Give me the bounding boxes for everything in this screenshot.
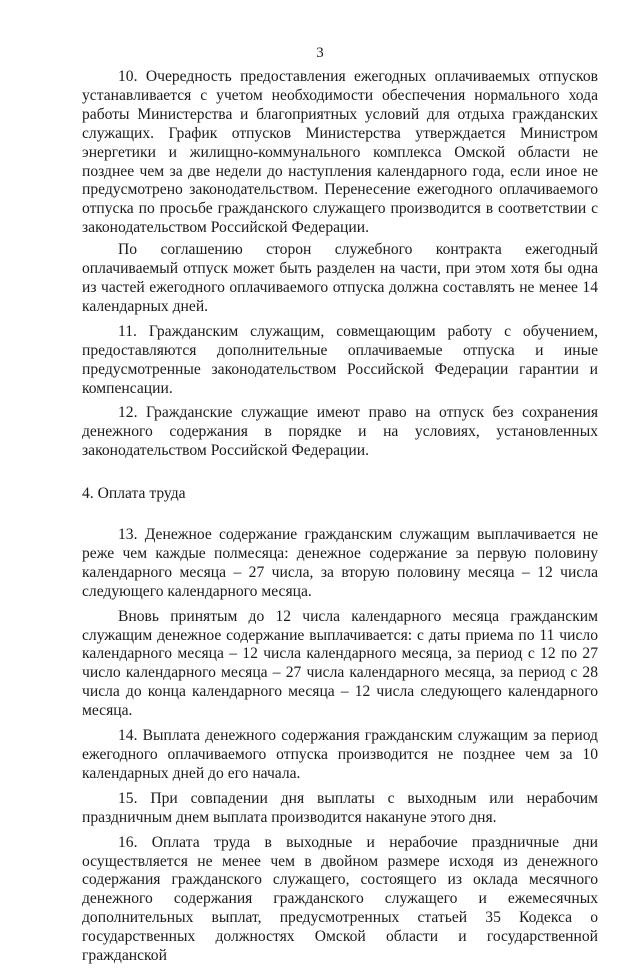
- document-body: [82, 68, 598, 972]
- paragraph-10-continuation: По соглашению сторон служебного контракта ежегодный оплачиваемый отпуск может быть разделен на части, при этом хотя бы одна из частей ежегодного оплачиваемого отпуска должна составлять не менее 14 календарных дней.: [82, 241, 598, 315]
- page-number: 3: [316, 45, 324, 61]
- paragraph-14: 14. Выплата денежного содержания гражданским служащим за период ежегодного оплачиваемого отпуска производится не позднее чем за 10 календарных дней до его начала.: [82, 727, 598, 782]
- paragraph-11: 11. Гражданским служащим, совмещающим работу с обучением, предоставляются дополнительные оплачиваемые отпуска и иные предусмотренные законодательством Российской Федерации гарантии и компенсации.: [82, 322, 598, 397]
- paragraph-13: 13. Денежное содержание гражданским служащим выплачивается не реже чем каждые полмесяца: денежное содержание за первую половину календарного месяца – 27 числа, за вторую половину месяца – 12 числа следующего календарного месяца.: [82, 526, 598, 600]
- paragraph-13-continuation: Вновь принятым до 12 числа календарного месяца гражданским служащим денежное содержание выплачивается: с даты приема по 11 число календарного месяца – 12 числа календарного месяца, за период с 12 по 27 число календарного месяца – 27 числа календарного месяца, за период с 28 числа до конца календарного месяца – 12 числа следующего календарного месяца.: [82, 607, 598, 720]
- paragraph-16: 16. Оплата труда в выходные и нерабочие праздничные дни осуществляется не менее чем в двойном размере исходя из денежного содержания гражданского служащего, состоящего из оклада месячного денежного содержания гражданского служащего и ежемесячных дополнительных выплат, предусмотренных статьей 35 Кодекса о государственных должностях Омской области и государственной гражданской: [82, 833, 598, 965]
- paragraph-15: 15. При совпадении дня выплаты с выходным или нерабочим праздничным днем выплата производится накануне этого дня.: [82, 789, 598, 826]
- paragraph-10: 10. Очередность предоставления ежегодных оплачиваемых отпусков устанавливается с учетом необходимости обеспечения нормального хода работы Министерства и благоприятных условий для отдыха гражданских служащих. График отпусков Министерства утверждается Министром энергетики и жилищно-коммунального комплекса Омской области не позднее чем за две недели до наступления календарного года, если иное не предусмотрено законодательством. Перенесение ежегодного оплачиваемого отпуска по просьбе гражданского служащего производится в соответствии с законодательством Российской Федерации.: [82, 68, 598, 237]
- section-heading-payment: 4. Оплата труда: [82, 485, 186, 503]
- paragraph-12: 12. Гражданские служащие имеют право на отпуск без сохранения денежного содержания в порядке и на условиях, установленных законодательством Российской Федерации.: [82, 404, 598, 460]
